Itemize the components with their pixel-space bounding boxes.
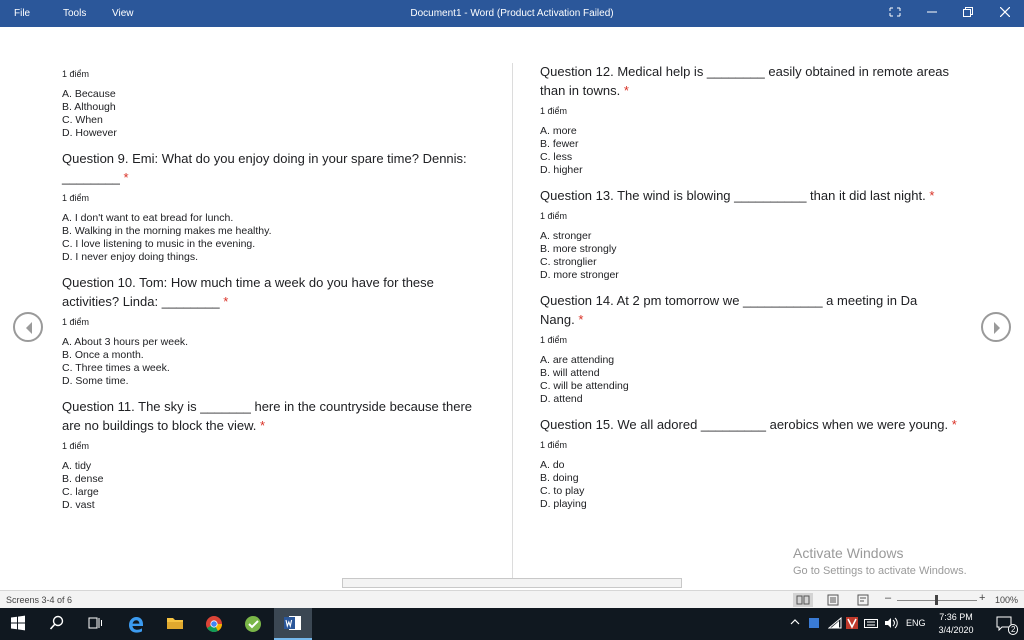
zoom-slider-thumb[interactable] <box>935 595 938 605</box>
task-view-icon <box>87 615 103 631</box>
option[interactable]: C. stronglier <box>540 256 597 268</box>
edge-browser-button[interactable] <box>117 608 155 640</box>
question-9-blank: ________ <box>62 170 120 185</box>
action-center-button[interactable] <box>986 608 1024 640</box>
required-marker: * <box>260 418 266 433</box>
points-label: 1 điểm <box>540 440 568 450</box>
points-label: 1 điểm <box>540 106 568 116</box>
option[interactable]: A. About 3 hours per week. <box>62 336 189 348</box>
question-14-line1: Question 14. At 2 pm tomorrow we ___________ a meeting in Da <box>540 293 918 308</box>
points-label: 1 điểm <box>540 211 568 221</box>
horizontal-scrollbar[interactable] <box>342 578 682 588</box>
option[interactable]: D. attend <box>540 393 583 405</box>
question-9-line1: Question 9. Emi: What do you enjoy doing in your spare time? Dennis: <box>62 151 467 166</box>
question-14 <box>540 291 960 329</box>
restore-button[interactable] <box>953 4 983 22</box>
option[interactable]: D. vast <box>62 499 95 511</box>
read-mode-button[interactable] <box>793 593 813 607</box>
option[interactable]: D. I never enjoy doing things. <box>62 251 198 263</box>
points-label: 1 điểm <box>62 193 90 203</box>
watermark-subtitle: Go to Settings to activate Windows. <box>793 565 967 577</box>
option[interactable]: A. I don't want to eat bread for lunch. <box>62 212 234 224</box>
word-icon <box>284 615 302 631</box>
options-q12 <box>540 125 960 177</box>
previous-page-button[interactable] <box>13 312 43 342</box>
menu-view[interactable]: View <box>112 8 134 19</box>
file-explorer-button[interactable] <box>156 608 194 640</box>
word-button[interactable] <box>274 608 312 640</box>
option[interactable]: C. to play <box>540 485 585 497</box>
page-divider <box>512 63 513 583</box>
antivirus-button[interactable] <box>846 617 858 631</box>
chevron-left-icon <box>23 321 35 335</box>
option[interactable]: B. Although <box>62 101 116 113</box>
zoom-control <box>885 593 1020 607</box>
show-hidden-icons-button[interactable] <box>790 617 800 629</box>
option[interactable]: B. Walking in the morning makes me healthy. <box>62 225 272 237</box>
zoom-in-button[interactable]: + <box>979 592 986 604</box>
question-11-line1: Question 11. The sky is _______ here in the countryside because there <box>62 399 473 414</box>
start-button[interactable] <box>0 608 38 640</box>
input-method-button[interactable] <box>864 617 878 631</box>
notification-count: 2 <box>1008 624 1018 635</box>
required-marker: * <box>951 417 957 432</box>
question-9 <box>62 149 482 187</box>
options-q13 <box>540 230 960 282</box>
required-marker: * <box>623 83 629 98</box>
keyboard-icon <box>864 617 878 629</box>
option[interactable]: B. doing <box>540 472 579 484</box>
speaker-icon <box>884 617 898 629</box>
option[interactable]: B. fewer <box>540 138 579 150</box>
task-view-button[interactable] <box>77 608 115 640</box>
chrome-button[interactable] <box>195 608 233 640</box>
option[interactable]: B. dense <box>62 473 104 485</box>
volume-button[interactable] <box>884 617 898 631</box>
page-icon <box>823 593 843 607</box>
folder-icon <box>166 615 184 631</box>
question-13-line1: Question 13. The wind is blowing __________ than it did last night. <box>540 188 926 203</box>
option[interactable]: A. more <box>540 125 577 137</box>
option[interactable]: B. more strongly <box>540 243 617 255</box>
minimize-icon <box>927 7 937 17</box>
option[interactable]: C. will be attending <box>540 380 629 392</box>
points-label: 1 điểm <box>540 335 568 345</box>
question-12-line2: than in towns. <box>540 83 621 98</box>
option[interactable]: C. I love listening to music in the evening. <box>62 238 256 250</box>
browser-icon <box>244 615 262 633</box>
close-icon <box>1000 7 1010 17</box>
watermark-title: Activate Windows <box>793 545 904 561</box>
taskbar <box>0 608 1024 640</box>
fullscreen-button[interactable] <box>880 4 910 22</box>
print-layout-button[interactable] <box>823 593 843 607</box>
window-title: Document1 - Word (Product Activation Failed) <box>410 8 614 19</box>
options-q8 <box>62 88 482 140</box>
search-icon <box>49 615 65 631</box>
option[interactable]: D. However <box>62 127 117 139</box>
restore-icon <box>963 7 973 17</box>
network-button[interactable] <box>828 617 842 631</box>
option[interactable]: A. tidy <box>62 460 92 472</box>
close-button[interactable] <box>990 4 1020 22</box>
status-bar <box>0 590 1024 608</box>
option[interactable]: C. less <box>540 151 573 163</box>
left-page <box>62 63 482 512</box>
title-bar <box>0 0 1024 27</box>
required-marker: * <box>223 294 229 309</box>
required-marker: * <box>929 188 935 203</box>
option[interactable]: B. will attend <box>540 367 600 379</box>
option[interactable]: C. Three times a week. <box>62 362 170 374</box>
clock[interactable] <box>930 611 982 637</box>
edge-icon <box>127 615 145 633</box>
antivirus-icon <box>846 617 858 629</box>
web-layout-icon <box>853 593 873 607</box>
option[interactable]: D. playing <box>540 498 587 510</box>
required-marker: * <box>578 312 584 327</box>
fullscreen-icon <box>889 7 901 17</box>
options-q10 <box>62 336 482 388</box>
option[interactable]: A. stronger <box>540 230 592 242</box>
option[interactable]: A. do <box>540 459 565 471</box>
question-12 <box>540 62 960 100</box>
options-q11 <box>62 460 482 512</box>
question-10 <box>62 273 482 311</box>
points-label: 1 điểm <box>62 441 90 451</box>
next-page-button[interactable] <box>981 312 1011 342</box>
tray-app-icon[interactable] <box>808 617 820 631</box>
options-q15 <box>540 459 960 511</box>
minimize-button[interactable] <box>917 4 947 22</box>
right-page <box>540 62 960 511</box>
zoom-out-button[interactable]: – <box>885 592 892 604</box>
question-13 <box>540 186 960 205</box>
question-10-line1: Question 10. Tom: How much time a week do you have for these <box>62 275 434 290</box>
menu-file[interactable]: File <box>14 8 31 19</box>
zoom-level[interactable]: 100% <box>995 595 1019 605</box>
option[interactable]: D. higher <box>540 164 583 176</box>
windows-icon <box>10 615 26 631</box>
question-15 <box>540 415 960 434</box>
question-15-line1: Question 15. We all adored _________ aerobics when we were young. <box>540 417 949 432</box>
chrome-icon <box>205 615 223 633</box>
option[interactable]: D. more stronger <box>540 269 619 281</box>
question-12-line1: Question 12. Medical help is ________ easily obtained in remote areas <box>540 64 950 79</box>
web-layout-button[interactable] <box>853 593 873 607</box>
options-q14 <box>540 354 960 406</box>
document-area <box>0 27 1024 578</box>
option[interactable]: A. Because <box>62 88 116 100</box>
activate-windows-watermark <box>793 545 967 577</box>
wifi-icon <box>828 617 842 629</box>
question-14-line2: Nang. <box>540 312 575 327</box>
question-11 <box>62 397 482 435</box>
coccoc-browser-button[interactable] <box>234 608 272 640</box>
search-button[interactable] <box>39 608 77 640</box>
app-tray-icon <box>808 617 820 629</box>
option[interactable]: D. Some time. <box>62 375 129 387</box>
points-label: 1 điểm <box>62 69 90 79</box>
question-11-line2: are no buildings to block the view. <box>62 418 257 433</box>
option[interactable]: C. large <box>62 486 99 498</box>
clock-time: 7:36 PM <box>939 612 973 622</box>
option[interactable]: B. Once a month. <box>62 349 144 361</box>
options-q9 <box>62 212 482 264</box>
language-indicator[interactable]: ENG <box>906 618 926 628</box>
option[interactable]: A. are attending <box>540 354 615 366</box>
required-marker: * <box>123 170 129 185</box>
chevron-right-icon <box>991 321 1003 335</box>
chevron-up-icon <box>790 617 800 627</box>
option[interactable]: C. When <box>62 114 103 126</box>
question-10-line2: activities? Linda: ________ <box>62 294 220 309</box>
points-label: 1 điểm <box>62 317 90 327</box>
page-counter: Screens 3-4 of 6 <box>6 595 73 605</box>
book-icon <box>793 593 813 607</box>
menu-tools[interactable]: Tools <box>63 8 87 19</box>
clock-date: 3/4/2020 <box>938 625 974 635</box>
